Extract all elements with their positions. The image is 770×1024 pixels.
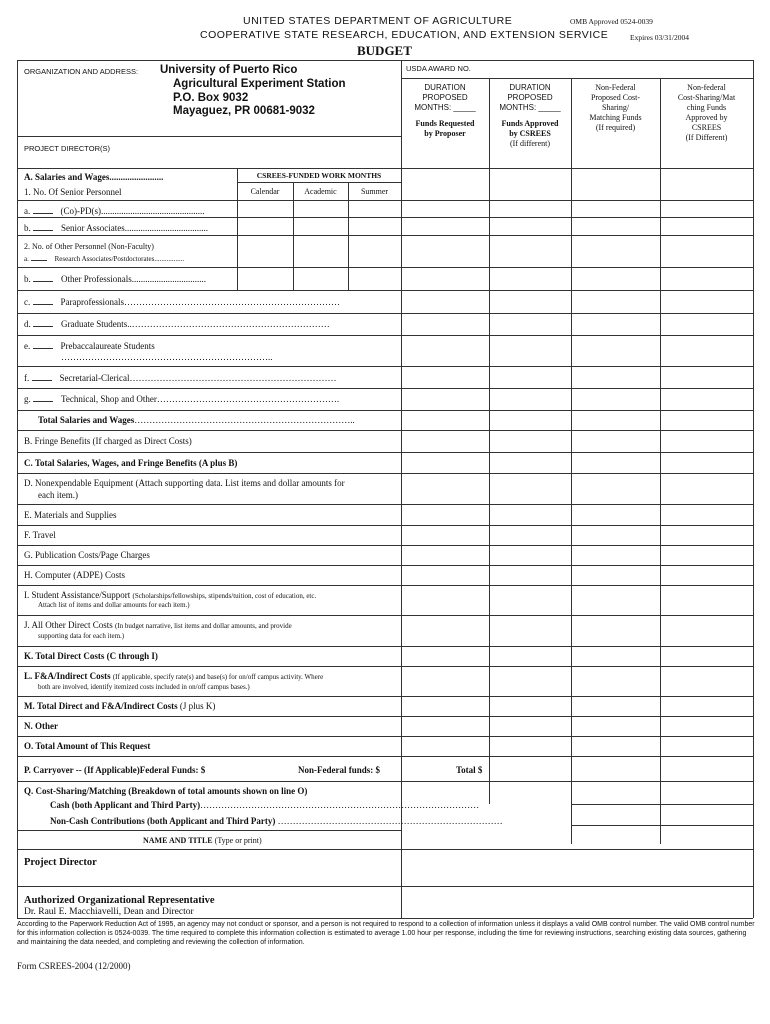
page-title: BUDGET [357,43,412,58]
row-other-direct-note: supporting data for each item.) [38,632,125,640]
row-other-direct: J. All Other Direct Costs (In budget narrative, list items and dollar amounts, and provide [24,620,292,630]
row-carryover-federal: P. Carryover -- (If Applicable)Federal Funds: $ [24,765,206,775]
row-indirect-costs: L. F&A/Indirect Costs (If applicable, specify rate(s) and base(s) for on/off campus activity. Where [24,671,324,681]
row-total-direct: K. Total Direct Costs (C through I) [24,651,158,661]
agency-name: UNITED STATES DEPARTMENT OF AGRICULTURE [243,15,513,27]
col-nonfederal-approved-header: Non-federal Cost-Sharing/Mat ching Funds Approved by CSREES (If Different) [677,83,736,142]
row-total-salaries-fringe: C. Total Salaries, Wages, and Fringe Benefits (A plus B) [24,458,238,468]
project-directors-label: PROJECT DIRECTOR(S) [24,144,110,153]
academic-header: Academic [304,187,337,196]
row-fringe-benefits: B. Fringe Benefits (If charged as Direct Costs) [24,436,192,446]
row-a-research-associates: a. Research Associates/Postdoctorates................. [24,255,185,263]
row-b-other-professionals: b. Other Professionals................................. [24,274,206,284]
award-number-label: USDA AWARD NO. [406,64,471,73]
form-number: Form CSREES-2004 (12/2000) [17,961,131,971]
row-e-prebaccalaureate: e. Prebaccalaureate Students [24,341,155,351]
total-salaries-wages: Total Salaries and Wages……………………………………………………………….. [38,415,355,425]
row-computer: H. Computer (ADPE) Costs [24,570,125,580]
col-nonfederal-proposed-header: Non-Federal Proposed Cost- Sharing/ Matching Funds (If required) [589,83,642,132]
row-other: N. Other [24,721,58,731]
org-address-label: ORGANIZATION AND ADDRESS: [24,67,139,76]
row-carryover-nonfederal: Non-Federal funds: $ [298,765,381,775]
salaries-title: A. Salaries and Wages........................ [24,172,164,182]
authorized-rep-label: Authorized Organizational Representative [24,895,215,906]
row-equipment: D. Nonexpendable Equipment (Attach supporting data. List items and dollar amounts for [24,478,345,488]
row-student-assistance: I. Student Assistance/Support (Scholarships/fellowships, stipends/tuition, cost of education, etc. [24,590,317,600]
row-publication: G. Publication Costs/Page Charges [24,550,150,560]
row-materials: E. Materials and Supplies [24,510,117,520]
name-title-label: NAME AND TITLE (Type or print) [143,836,262,845]
org-pobox: P.O. Box 9032 [173,92,249,104]
row-cost-sharing: Q. Cost-Sharing/Matching (Breakdown of total amounts shown on line O) [24,786,308,796]
calendar-header: Calendar [250,187,280,196]
col-approved-header: DURATION PROPOSED MONTHS: _____ Funds Approved by CSREES (If different) [499,83,561,148]
row-d-graduate-students: d. Graduate Students..………………………………………………………… [24,319,330,329]
work-months-header: CSREES-FUNDED WORK MONTHS [256,171,382,180]
row-c-paraprofessionals: c. Paraprofessionals……………………………………………………………… [24,297,340,307]
row-e-dots: …………………………………………………………….. [61,352,273,362]
col-requested-header: DURATION PROPOSED MONTHS: _____ Funds Requested by Proposer [414,83,476,138]
row-indirect-note: both are involved, identify itemized costs included in on/off campus bases.) [38,683,250,691]
row-total-direct-indirect: M. Total Direct and F&A/Indirect Costs (J plus K) [24,701,216,711]
row-noncash: Non-Cash Contributions (both Applicant and Third Party) ………………………………………………………………… [50,816,503,826]
row-g-technical: g. Technical, Shop and Other……………………………………………………. [24,394,340,404]
row-student-assistance-note: Attach list of items and dollar amounts for each item.) [38,601,190,609]
row-carryover-total: Total $ [456,765,483,775]
summer-header: Summer [360,187,389,196]
omb-number: OMB Approved 0524-0039 [570,17,653,26]
row-a-copd: a. (Co)-PD(s).............................................. [24,206,205,216]
paperwork-notice: According to the Paperwork Reduction Act of 1995, an agency may not conduct or sponsor, and a person is not required to respond to a collection of information unless it displays a valid OMB control number. The valid OMB control number for this information collection is 0524-0039. The time required to complete this information collection is estimated to average 1.00 hour per response, including the time for reviewing instructions, searching existing data sources, gathering and maintaining the data needed, and completing and reviewing the collection of information. [17,921,755,946]
org-city: Mayaguez, PR 00681-9032 [173,105,315,117]
project-director-label: Project Director [24,857,97,868]
row-f-secretarial: f. Secretarial-Clerical…………………………………………………………… [24,373,337,383]
org-name: University of Puerto Rico [160,64,298,76]
authorized-rep-name: Dr. Raul E. Macchiavelli, Dean and Director [24,907,194,917]
row-travel: F. Travel [24,530,56,540]
row-equipment-note: each item.) [38,490,78,500]
service-name: COOPERATIVE STATE RESEARCH, EDUCATION, AND EXTENSION SERVICE [200,29,609,41]
row-total-request: O. Total Amount of This Request [24,741,151,751]
row-b-senior-associates: b. Senior Associates..................................... [24,223,208,233]
row-cash: Cash (both Applicant and Third Party)………………………………………………………………………………… [50,800,480,810]
senior-personnel-count: 1. No. Of Senior Personnel [24,187,122,197]
expiration-date: Expires 03/31/2004 [630,33,689,42]
other-personnel-count: 2. No. of Other Personnel (Non-Faculty) [24,242,154,251]
org-station: Agricultural Experiment Station [173,78,346,90]
